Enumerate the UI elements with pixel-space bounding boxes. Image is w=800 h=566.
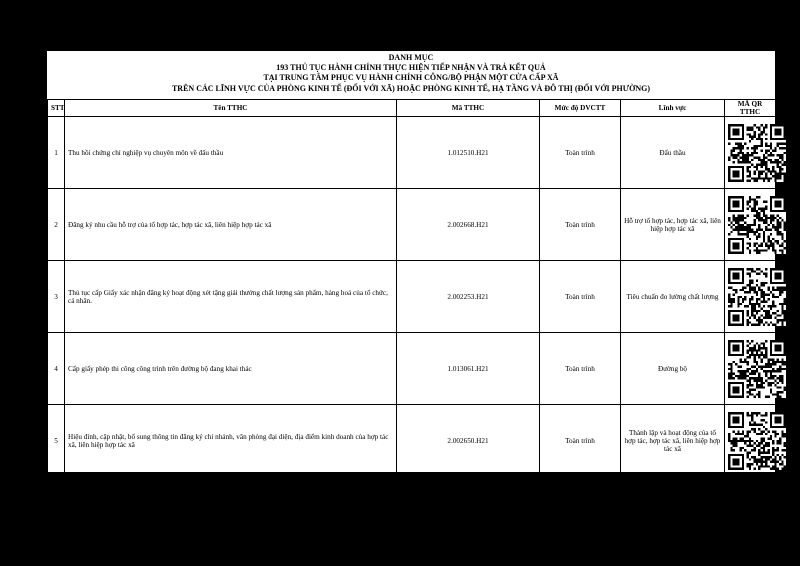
- cell-procedure-code: 1.013061.H21: [397, 333, 540, 405]
- cell-stt: 3: [48, 261, 65, 333]
- table-row: [48, 333, 776, 405]
- cell-procedure-name: Thu hồi chứng chỉ nghiệp vụ chuyên môn về đấu thầu: [65, 117, 397, 189]
- cell-service-level: Toàn trình: [540, 405, 621, 477]
- cell-procedure-code: 1.012510.H21: [397, 117, 540, 189]
- qr-code-icon[interactable]: [728, 196, 786, 254]
- table-row: [48, 261, 776, 333]
- column-header-field: Lĩnh vực: [621, 100, 725, 117]
- qr-code-icon[interactable]: [728, 268, 786, 326]
- qr-code-cell: [725, 117, 776, 189]
- qr-code-icon[interactable]: [728, 124, 786, 182]
- cell-procedure-name: Cấp giấy phép thi công công trình trên đường bộ đang khai thác: [65, 333, 397, 405]
- document-header: [47, 51, 775, 99]
- qr-code-cell: [725, 333, 776, 405]
- procedures-table: [47, 99, 776, 477]
- table-row: [48, 405, 776, 477]
- cell-field: Đường bộ: [621, 333, 725, 405]
- column-header-name: Tên TTHC: [65, 100, 397, 117]
- qr-code-icon[interactable]: [728, 340, 786, 398]
- cell-stt: 4: [48, 333, 65, 405]
- cell-stt: 1: [48, 117, 65, 189]
- cell-procedure-code: 2.002253.H21: [397, 261, 540, 333]
- cell-service-level: Toàn trình: [540, 333, 621, 405]
- column-header-level: Mức độ DVCTT: [540, 100, 621, 117]
- cell-service-level: Toàn trình: [540, 117, 621, 189]
- qr-code-cell: [725, 261, 776, 333]
- table-header-row: [48, 100, 776, 117]
- document-page: [47, 51, 775, 472]
- cell-stt: 5: [48, 405, 65, 477]
- table-row: [48, 189, 776, 261]
- cell-procedure-code: 2.002668.H21: [397, 189, 540, 261]
- header-line-1: DANH MỤC: [388, 53, 434, 62]
- qr-code-icon[interactable]: [728, 412, 786, 470]
- cell-field: Đấu thầu: [621, 117, 725, 189]
- cell-procedure-name: Đăng ký nhu cầu hỗ trợ của tổ hợp tác, hợp tác xã, liên hiệp hợp tác xã: [65, 189, 397, 261]
- column-header-code: Mã TTHC: [397, 100, 540, 117]
- cell-field: Hỗ trợ tổ hợp tác, hợp tác xã, liên hiệp hợp tác xã: [621, 189, 725, 261]
- cell-field: Thành lập và hoạt động của tổ hợp tác, hợp tác xã, liên hiệp hợp tác xã: [621, 405, 725, 477]
- cell-procedure-name: Thủ tục cấp Giấy xác nhận đăng ký hoạt động xét tặng giải thưởng chất lượng sản phẩm, hàng hoá của tổ chức, cá nhân.: [65, 261, 397, 333]
- cell-service-level: Toàn trình: [540, 189, 621, 261]
- column-header-qr: MÃ QR TTHC: [725, 100, 776, 117]
- cell-service-level: Toàn trình: [540, 261, 621, 333]
- table-row: [48, 117, 776, 189]
- header-line-2: 193 THỦ TỤC HÀNH CHÍNH THỰC HIỆN TIẾP NHẬN VÀ TRẢ KẾT QUẢ: [276, 63, 546, 73]
- qr-code-cell: [725, 189, 776, 261]
- header-line-4: TRÊN CÁC LĨNH VỰC CỦA PHÒNG KINH TẾ (ĐỐI VỚI XÃ) HOẶC PHÒNG KINH TẾ, HẠ TẦNG VÀ ĐÔ THỊ (ĐỐI VỚI PHƯỜNG): [171, 83, 651, 93]
- cell-field: Tiêu chuẩn đo lường chất lượng: [621, 261, 725, 333]
- header-line-3: TẠI TRUNG TÂM PHỤC VỤ HÀNH CHÍNH CÔNG/BỘ PHẬN MỘT CỬA CẤP XÃ: [263, 73, 559, 83]
- cell-procedure-name: Hiệu đính, cập nhật, bổ sung thông tin đăng ký chi nhánh, văn phòng đại diện, địa điểm kinh doanh của hợp tác xã, liên hiệp hợp tác xã: [65, 405, 397, 477]
- cell-stt: 2: [48, 189, 65, 261]
- column-header-stt: STT: [48, 100, 65, 117]
- qr-code-cell: [725, 405, 776, 477]
- cell-procedure-code: 2.002650.H21: [397, 405, 540, 477]
